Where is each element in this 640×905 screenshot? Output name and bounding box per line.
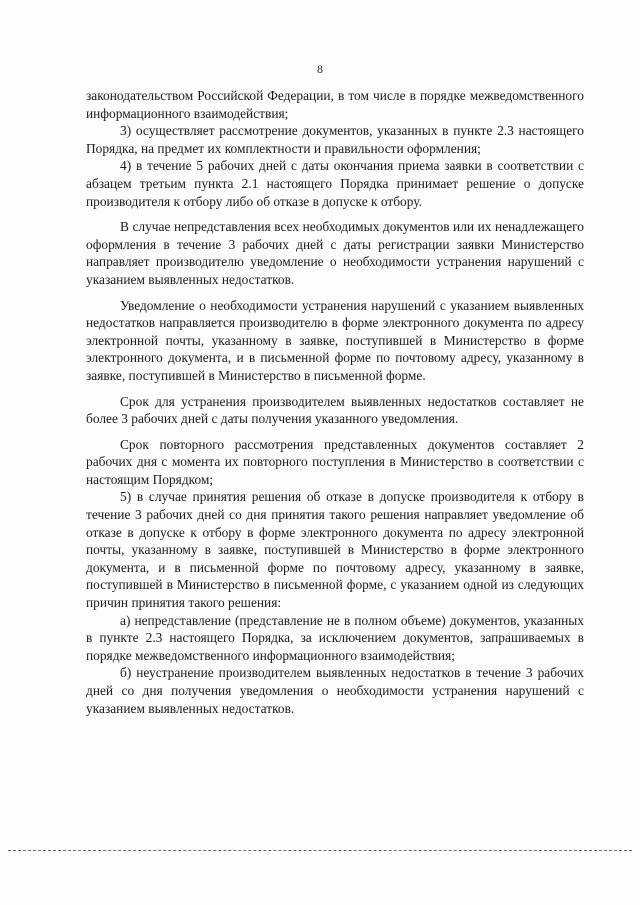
page-number: 8 bbox=[317, 62, 323, 76]
document-body bbox=[86, 87, 584, 717]
paragraph-review-period: Срок повторного рассмотрения представленных документов составляет 2 рабочих дня с момента их повторного поступления в Министерство в соответствии с настоящим Порядком; bbox=[86, 436, 584, 487]
paragraph-item-4: 4) в течение 5 рабочих дней с даты окончания приема заявки в соответствии с абзацем третьим пункта 2.1 настоящего Порядка принимает решение о допуске производителя к отбору либо об отказе в допуске к отбору. bbox=[86, 158, 584, 209]
paragraph-reason-b: б) неустранение производителем выявленных недостатков в течение 3 рабочих дней со дня получения уведомления о необходимости устранения нарушений с указанием выявленных недостатков. bbox=[86, 665, 584, 716]
paragraph-correction-period: Срок для устранения производителем выявленных недостатков составляет не более 3 рабочих дней с даты получения указанного уведомления. bbox=[86, 393, 584, 427]
paragraph-item-5: 5) в случае принятия решения об отказе в допуске производителя к отбору в течение 3 рабочих дней со дня принятия такого решения направляет уведомление об отказе в допуске к отбору в форме электронного документа по адресу электронной почты, указанному в заявке, поступившей в Министерство в форме электронного документа, и в письменной форме по почтовому адресу, указанному в заявке, поступившей в Министерство в письменной форме, с указанием одной из следующих причин принятия такого решения: bbox=[86, 489, 584, 611]
paragraph-notification: Уведомление о необходимости устранения нарушений с указанием выявленных недостатков направляется производителю в форме электронного документа по адресу электронной почты, указанному в заявке, поступившей в Министерство в форме электронного документа, и в письменной форме по почтовому адресу, указанному в заявке, поступившей в Министерство в письменной форме. bbox=[86, 297, 584, 383]
page-bottom-edge bbox=[8, 850, 632, 851]
paragraph-item-3: 3) осуществляет рассмотрение документов, указанных в пункте 2.3 настоящего Порядка, на предмет их комплектности и правильности оформления; bbox=[86, 123, 584, 156]
paragraph-missing-documents: В случае непредставления всех необходимых документов или их ненадлежащего оформления в течение 3 рабочих дней с даты регистрации заявки Министерство направляет производителю уведомление о необходимости устранения нарушений с указанием выявленных недостатков. bbox=[86, 219, 584, 287]
paragraph-continuation: законодательством Российской Федерации, в том числе в порядке межведомственного информационного взаимодействия; bbox=[86, 88, 584, 121]
paragraph-reason-a: а) непредставление (представление не в полном объеме) документов, указанных в пункте 2.3 настоящего Порядка, за исключением документов, запрашиваемых в порядке межведомственного информационного взаимодействия; bbox=[86, 612, 584, 663]
